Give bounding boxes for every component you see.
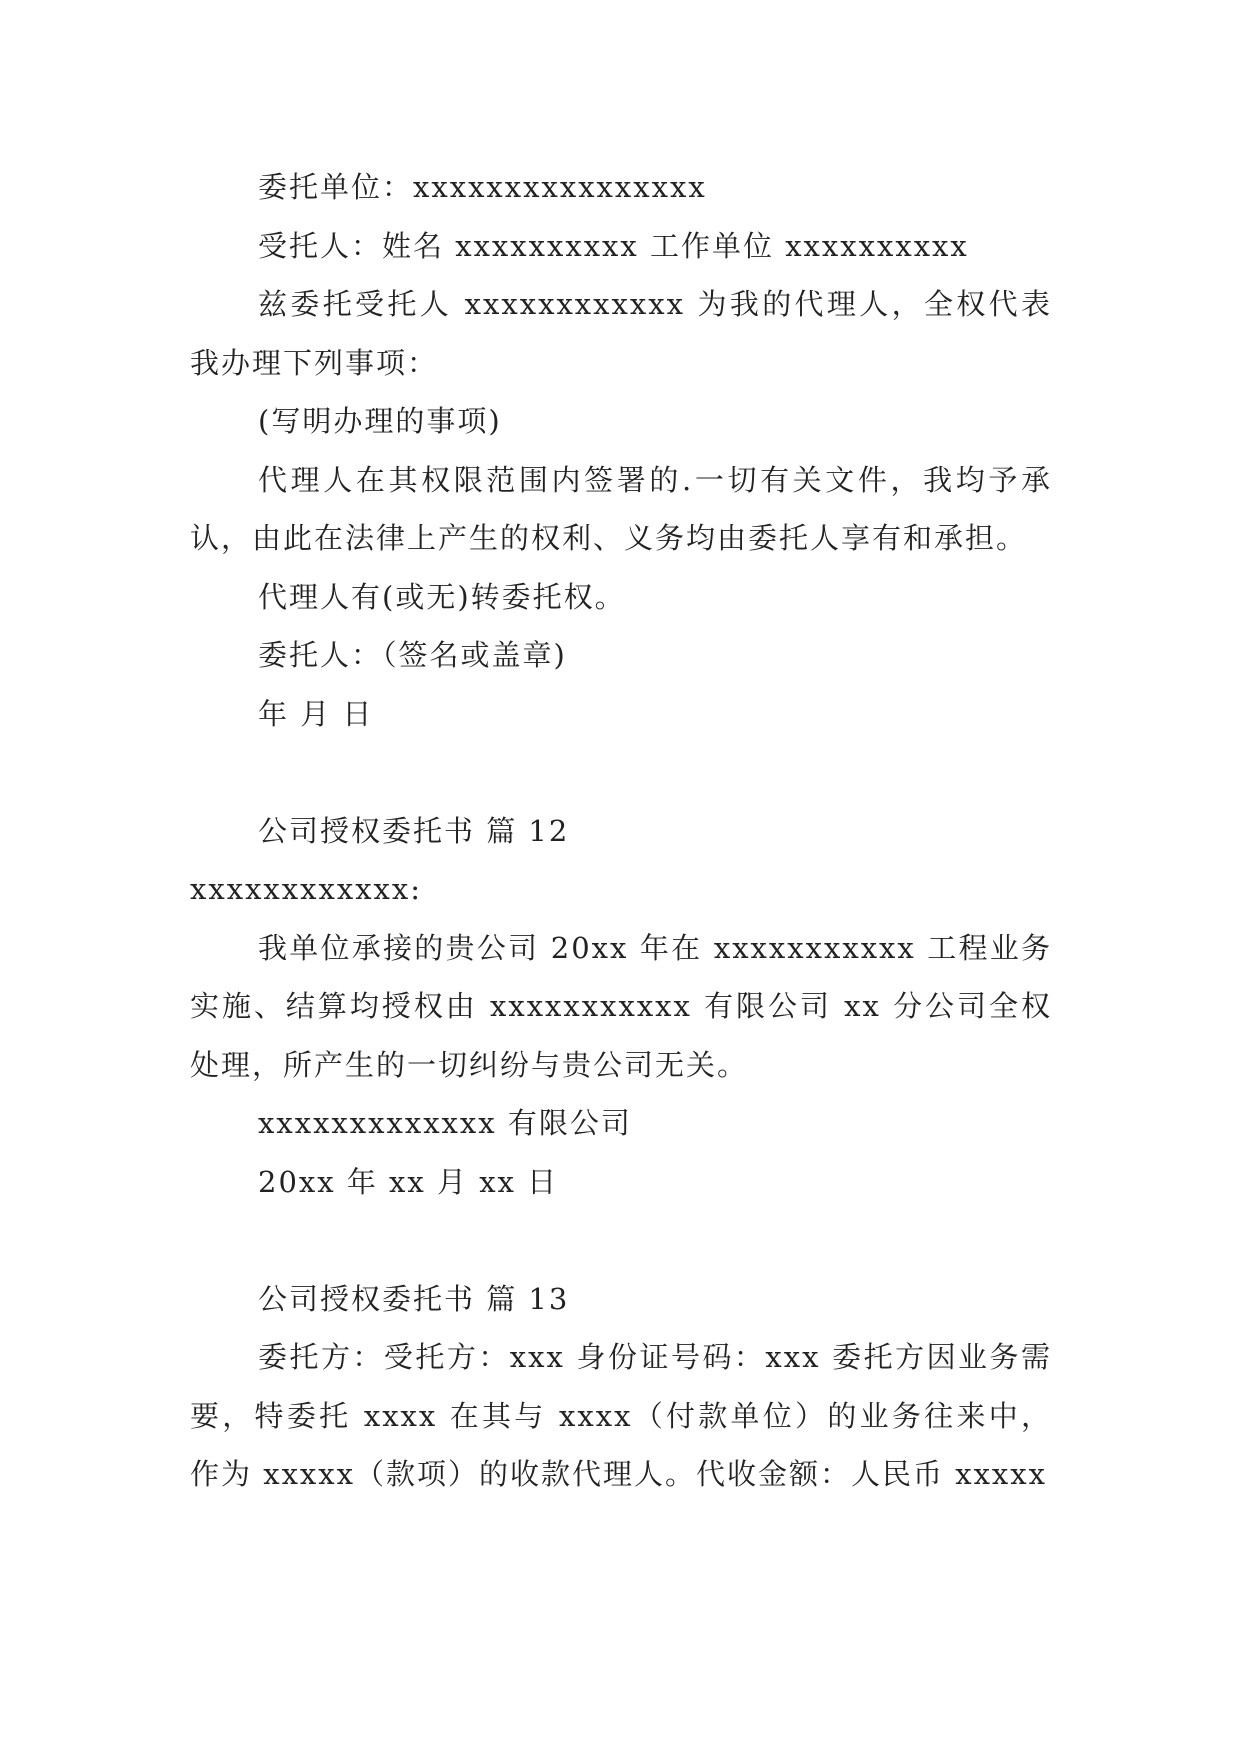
paragraph-project-authorization: 我单位承接的贵公司 20xx 年在 xxxxxxxxxxx 工程业务实施、结算均授权由 xxxxxxxxxxx 有限公司 xx 分公司全权处理，所产生的一切纠纷与贵公司无关。 — [190, 930, 1052, 1082]
paragraph-signature: 委托人：（签名或盖章) — [258, 638, 567, 672]
paragraph-date: 20xx 年 xx 月 xx 日 — [258, 1164, 559, 1199]
paragraph-authorization: 兹委托受托人 xxxxxxxxxxxx 为我的代理人，全权代表我办理下列事项： — [190, 287, 1052, 380]
paragraph-liability: 代理人在其权限范围内签署的.一切有关文件，我均予承认，由此在法律上产生的权利、义务均由委托人享有和承担。 — [190, 462, 1052, 555]
paragraph-entrusting-unit: 委托单位：xxxxxxxxxxxxxxxx — [258, 170, 707, 204]
section-heading-13: 公司授权委托书 篇 13 — [258, 1281, 570, 1316]
section-heading-12: 公司授权委托书 篇 12 — [258, 813, 570, 848]
paragraph-collection-agent: 委托方：受托方：xxx 身份证号码：xxx 委托方因业务需要，特委托 xxxx 在其与 xxxx（付款单位）的业务往来中，作为 xxxxx（款项）的收款代理人。代收金额：人民币 xxxxx — [190, 1340, 1052, 1491]
section-gap — [190, 743, 1052, 802]
paragraph-matters: (写明办理的事项) — [258, 404, 502, 438]
section-gap — [190, 1211, 1052, 1270]
paragraph-sub-delegation: 代理人有(或无)转委托权。 — [258, 579, 626, 614]
paragraph-date-blank: 年 月 日 — [258, 696, 374, 731]
paragraph-company-name: xxxxxxxxxxxxx 有限公司 — [258, 1106, 632, 1140]
paragraph-trustee: 受托人：姓名 xxxxxxxxxx 工作单位 xxxxxxxxxx — [258, 228, 969, 263]
document-body — [190, 158, 1052, 1504]
paragraph-addressee: xxxxxxxxxxxx: — [190, 872, 423, 906]
